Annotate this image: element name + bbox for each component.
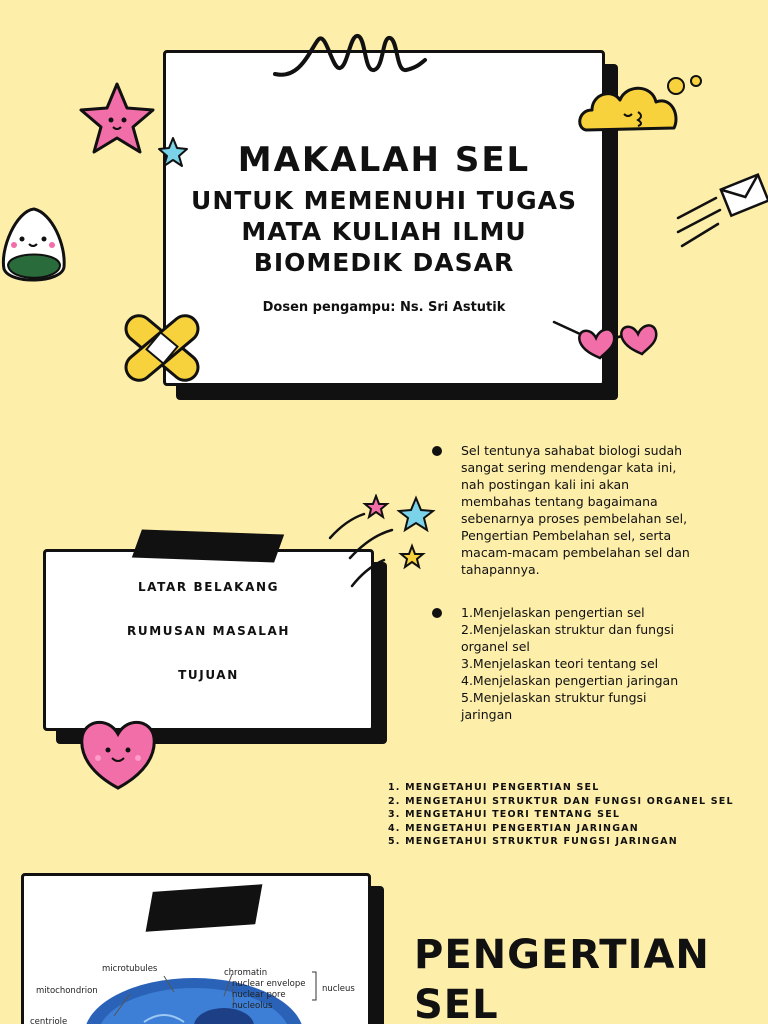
- squiggle-decoration-icon: [270, 30, 430, 82]
- menu-card: [43, 549, 374, 731]
- cell-label-microtubules: microtubules: [102, 964, 158, 974]
- blue-star-icon: [157, 136, 189, 168]
- menu-item-rumusan-masalah[interactable]: RUMUSAN MASALAH: [127, 624, 290, 638]
- cloud-icon: [576, 72, 706, 140]
- intro-bullet: [432, 442, 692, 578]
- title-card: [163, 50, 605, 386]
- section-heading-line: PENGERTIAN: [414, 932, 710, 978]
- menu-item-tujuan[interactable]: TUJUAN: [178, 668, 239, 682]
- cell-label-chromatin: chromatin: [224, 968, 268, 978]
- bullet-dot: [432, 446, 442, 456]
- bandage-icon: [115, 305, 209, 391]
- cell-label-nuclear-envelope: nuclear envelope: [232, 979, 306, 989]
- pink-star-icon: [78, 80, 156, 156]
- menu-item-latar-belakang[interactable]: LATAR BELAKANG: [137, 580, 280, 594]
- tape-decoration: [146, 884, 263, 931]
- lecturer-label: Dosen pengampu: Ns. Sri Astutik: [262, 300, 506, 315]
- cell-label-centriole: centriole: [30, 1017, 68, 1024]
- pink-heart-icon: [78, 712, 158, 794]
- subtitle-line: MATA KULIAH ILMU: [241, 217, 527, 246]
- onigiri-icon: [0, 205, 68, 289]
- list-item: 3. MENGETAHUI TEORI TENTANG SEL: [388, 809, 621, 820]
- list-item: 2.Menjelaskan struktur dan fungsi organel sel: [461, 622, 675, 654]
- list-item: 3.Menjelaskan teori tentang sel: [461, 656, 659, 671]
- star-cluster-icon: [326, 494, 436, 590]
- list-item: 4. MENGETAHUI PENGERTIAN JARINGAN: [388, 822, 639, 834]
- intro-paragraph: Sel tentunya sahabat biologi sudah sangat sering mendengar kata ini, nah postingan kali ini akan membahas tentang bagaimana sebenarnya proses pembelahan sel, Pengertian Pembelahan sel, serta macam-macam pembelahan sel dan tahapannya.: [461, 443, 690, 577]
- objectives-list: [461, 604, 692, 723]
- cell-label-mitochondrion: mitochondrion: [36, 986, 98, 996]
- page-title: MAKALAH SEL: [237, 140, 531, 180]
- bullet-dot: [432, 608, 442, 618]
- list-item: 5.Menjelaskan struktur fungsi jaringan: [461, 690, 647, 722]
- goals-list: [388, 781, 734, 849]
- heart-glasses-icon: [552, 312, 664, 362]
- section-heading-line: SEL: [414, 982, 499, 1024]
- cell-label-nuclear-pore: nuclear pore: [232, 990, 286, 1000]
- subtitle-line: BIOMEDIK DASAR: [253, 248, 515, 277]
- list-item: 2. MENGETAHUI STRUKTUR DAN FUNGSI ORGANEL SEL: [388, 795, 734, 807]
- objectives-bullet: [432, 604, 692, 723]
- tape-decoration: [132, 529, 284, 562]
- subtitle-line: UNTUK MEMENUHI TUGAS: [191, 186, 577, 215]
- list-item: 1. MENGETAHUI PENGERTIAN SEL: [388, 782, 600, 793]
- section-heading: [414, 930, 710, 1024]
- list-item: 5. MENGETAHUI STRUKTUR FUNGSI JARINGAN: [388, 836, 678, 847]
- list-item: 1.Menjelaskan pengertian sel: [461, 605, 645, 620]
- page-subtitle: [166, 185, 602, 278]
- cell-label-nucleolus: nucleolus: [232, 1001, 273, 1011]
- cell-label-nucleus: nucleus: [322, 984, 355, 994]
- envelope-icon: [672, 168, 768, 254]
- list-item: 4.Menjelaskan pengertian jaringan: [461, 673, 679, 688]
